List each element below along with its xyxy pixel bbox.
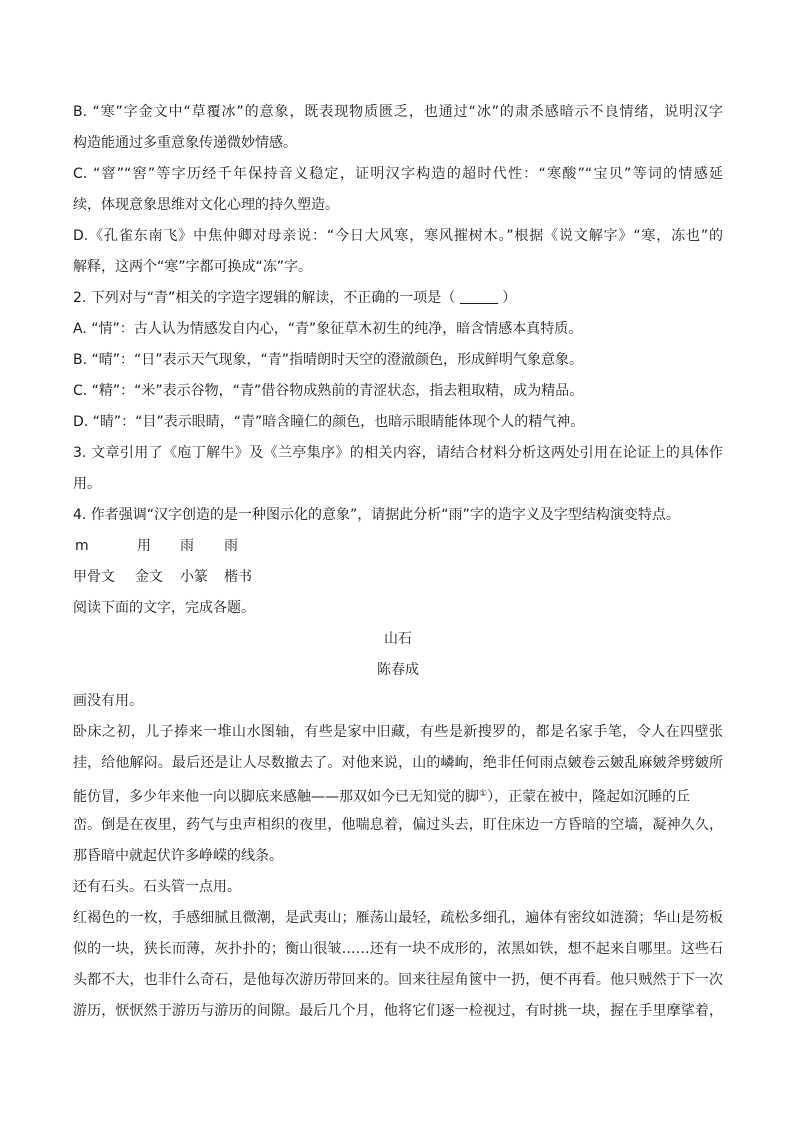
question-4-stem: 4. 作者强调“汉字创造的是一种图示化的意象”，请据此分析“雨”字的造字义及字型结构演变特点。 <box>73 507 680 523</box>
script-label-regular: 楷书 <box>224 569 252 585</box>
option-c-line-2: 续，体现意象思维对文化心理的持久塑造。 <box>73 197 339 213</box>
q2-option-b: B. “晴”：“日”表示天气现象，“青”指晴朗时天空的澄澈颜色，形成鲜明气象意象。 <box>73 352 584 368</box>
passage-title: 山石 <box>384 631 412 647</box>
script-label-seal: 小篆 <box>180 569 208 585</box>
script-label-bronze: 金文 <box>135 569 163 585</box>
option-d-line-2: 解释，这两个“寒”字都可换成“冻”字。 <box>73 259 313 275</box>
passage-text: ），正蒙在被中，隆起如沉睡的丘 <box>487 789 691 805</box>
q2-option-c: C. “精”：“米”表示谷物，“青”借谷物成熟前的青涩状态，指去粗取精，成为精品。 <box>73 383 584 399</box>
passage-para-1: 画没有用。 <box>73 693 143 709</box>
question-2-stem <box>73 288 723 319</box>
rain-script-row <box>73 567 723 598</box>
passage-text: 能仿冒，多少年来他一向以脚底来感触——那双如今已无知觉的脚 <box>73 789 479 805</box>
option-b-line-2: 构造能通过多重意象传递微妙情感。 <box>73 135 297 151</box>
script-label-oracle: 甲骨文 <box>73 569 115 585</box>
rain-glyph-bronze: 用 <box>137 538 151 554</box>
passage-para-2-line-4: 峦。倒是在夜里，药气与虫声相织的夜里，他喘息着，偏过头去，盯住床边一方昏暗的空墙，凝神久久， <box>73 817 723 833</box>
question-2-close-paren: ） <box>502 290 517 306</box>
q2-option-a: A. “情”：古人认为情感发自内心，“青”象征草木初生的纯净，暗含情感本真特质。 <box>73 321 583 337</box>
question-3-line-2: 用。 <box>73 476 101 492</box>
passage-para-2-line-3 <box>73 784 723 815</box>
question-3-line-1: 3. 文章引用了《庖丁解牛》及《兰亭集序》的相关内容，请结合材料分析这两处引用在论证上的具体作 <box>73 445 723 461</box>
option-d-line-1: D.《孔雀东南飞》中焦仲卿对母亲说：“今日大风寒，寒风摧树木。”根据《说文解字》“寒，冻也”的 <box>73 228 723 244</box>
answer-blank[interactable] <box>460 289 498 304</box>
rain-glyph-oracle: m <box>75 538 89 554</box>
question-2-text: 2. 下列对与“青”相关的字造字逻辑的解读，不正确的一项是（ <box>73 290 456 306</box>
option-c-line-1: C. “窨”“窖”等字历经千年保持音义稳定，证明汉字构造的超时代性：“寒酸”“宝贝”等词的情感延 <box>73 166 723 182</box>
passage-para-2-line-5: 那昏暗中就起伏许多峥嵘的线条。 <box>73 848 283 864</box>
passage-author: 陈春成 <box>377 662 419 678</box>
reading-instruction: 阅读下面的文字，完成各题。 <box>73 600 255 616</box>
passage-para-4-line-4: 游历，恹恹然于游历与游历的间隙。最后几个月，他将它们逐一检视过，有时挑一块，握在手里摩挲着， <box>73 1003 723 1019</box>
footnote-marker[interactable]: ① <box>479 789 488 799</box>
rain-glyph-regular: 雨 <box>224 538 238 554</box>
option-b-line-1: B. “寒”字金文中“草覆冰”的意象，既表现物质匮乏，也通过“冰”的肃杀感暗示不良情绪，说明汉字 <box>73 104 723 120</box>
passage-para-4-line-3: 头都不大，也非什么奇石，是他每次游历带回来的。回来往屋角篋中一扔，便不再看。他只贼然于下一次 <box>73 972 723 988</box>
passage-para-3: 还有石头。石头管一点用。 <box>73 879 241 895</box>
passage-para-4-line-1: 红褐色的一枚，手感细腻且微潮，是武夷山；雁荡山最轻，疏松多细孔，遍体有密纹如涟漪；华山是笏板 <box>73 910 723 926</box>
rain-glyph-seal: 雨 <box>180 538 194 554</box>
q2-option-d: D. “睛”：“目”表示眼睛，“青”暗含瞳仁的颜色，也暗示眼睛能体现个人的精气神。 <box>73 414 585 430</box>
passage-para-2-line-2: 挂，给他解闷。最后还是让人尽数撤去了。对他来说，山的嶙峋，绝非任何雨点皴卷云皴乱麻皴斧劈皴所 <box>73 755 723 771</box>
document-content <box>73 102 723 1032</box>
passage-para-2-line-1: 卧床之初，儿子捧来一堆山水图轴，有些是家中旧藏，有些是新搜罗的，都是名家手笔，令人在四壁张 <box>73 724 723 740</box>
passage-para-4-line-2: 似的一块，狭长而薄，灰扑扑的；衡山很皱……还有一块不成形的，浓黑如铁，想不起来自哪里。这些石 <box>73 941 723 957</box>
rain-glyph-row <box>73 536 723 567</box>
